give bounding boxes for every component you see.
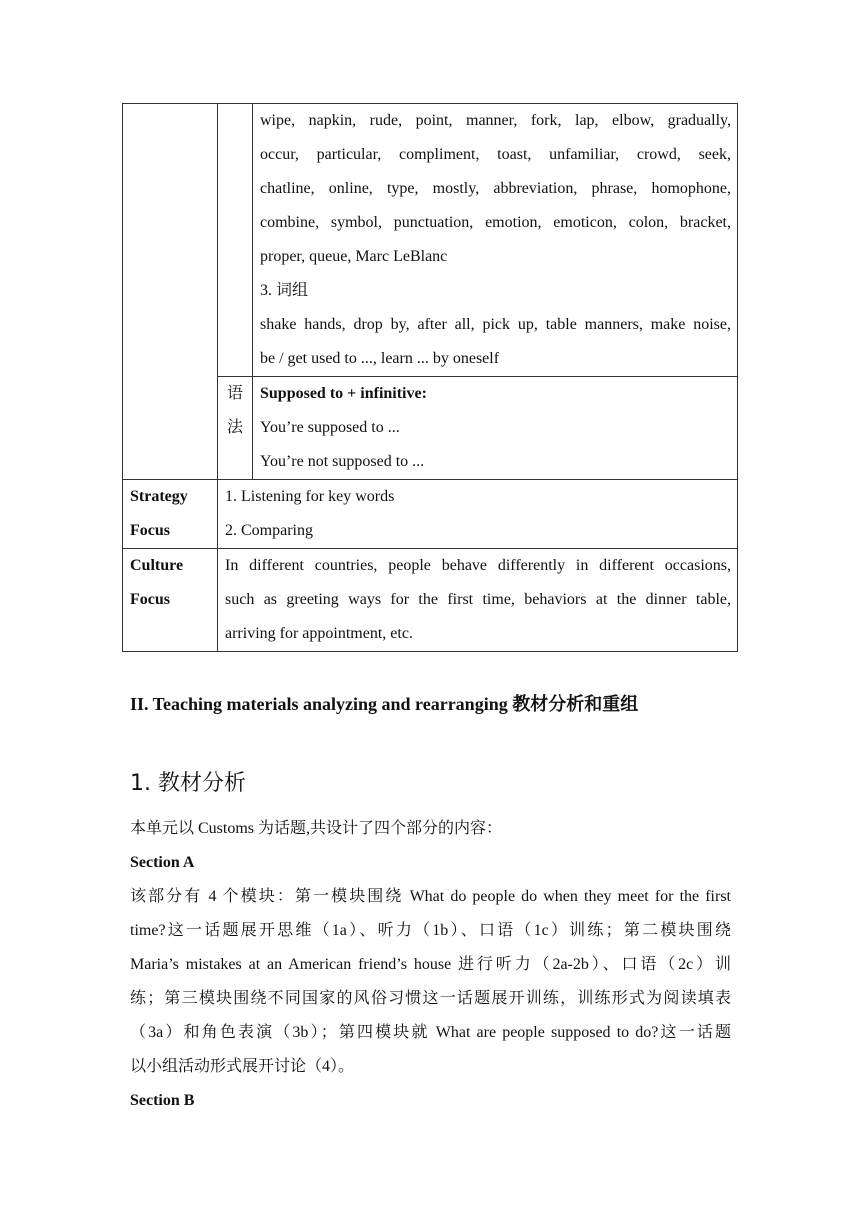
culture-label-cell: [123, 549, 218, 652]
intro-paragraph: [130, 812, 731, 1118]
phrases-line: be / get used to ..., learn ... by oneself: [260, 350, 500, 367]
vocabulary-row: [123, 104, 738, 377]
intro-text: 本单元以 Customs 为话题,共设计了四个部分的内容：: [130, 820, 503, 837]
phrases-line: shake hands, drop by, after all, pick up, table manners, make noise,: [260, 316, 731, 333]
section-a-line: 以小组活动形式展开讨论（4）。: [130, 1058, 355, 1075]
strategy-row: [123, 480, 738, 549]
empty-label-cell: [123, 104, 218, 480]
section-a-line: 该部分有 4 个模块：第一模块围绕 What do people do when they meet for the first: [130, 888, 731, 905]
grammar-line: You’re not supposed to ...: [260, 453, 425, 470]
grammar-title: Supposed to + infinitive:: [260, 385, 427, 402]
grammar-label-cell: [218, 377, 253, 480]
section-b-title: Section B: [130, 1092, 195, 1109]
sub-heading: 1. 教材分析: [130, 771, 246, 796]
culture-cell: [218, 549, 738, 652]
grammar-cell: [253, 377, 738, 480]
strategy-label-cell: [123, 480, 218, 549]
strategy-cell: [218, 480, 738, 549]
vocab-line: combine, symbol, punctuation, emotion, emoticon, colon, bracket,: [260, 214, 731, 231]
strategy-item: 2. Comparing: [225, 522, 313, 539]
phrases-heading: 3. 词组: [260, 282, 309, 299]
strategy-label: Strategy: [130, 488, 188, 505]
culture-line: such as greeting ways for the first time, behaviors at the dinner table,: [225, 591, 731, 608]
empty-sub-label-cell: [218, 104, 253, 377]
vocab-line: chatline, online, type, mostly, abbreviation, phrase, homophone,: [260, 180, 731, 197]
section-a-line: （3a）和角色表演（3b）；第四模块就 What are people supposed to do?这一话题: [130, 1024, 731, 1041]
vocab-line: wipe, napkin, rude, point, manner, fork, lap, elbow, gradually,: [260, 112, 731, 129]
section-a-title: Section A: [130, 854, 195, 871]
strategy-label: Focus: [130, 522, 170, 539]
grammar-line: You’re supposed to ...: [260, 419, 400, 436]
culture-line: arriving for appointment, etc.: [225, 625, 413, 642]
vocab-line: proper, queue, Marc LeBlanc: [260, 248, 448, 265]
vocabulary-cell: [253, 104, 738, 377]
section-a-line: 练；第三模块围绕不同国家的风俗习惯这一话题展开训练，训练形式为阅读填表: [130, 990, 731, 1007]
section-a-line: time?这一话题展开思维（1a）、听力（1b）、口语（1c）训练；第二模块围绕: [130, 922, 731, 939]
strategy-item: 1. Listening for key words: [225, 488, 395, 505]
culture-label: Focus: [130, 591, 170, 608]
culture-line: In different countries, people behave differently in different occasions,: [225, 557, 731, 574]
culture-row: [123, 549, 738, 652]
grammar-label: 语: [226, 385, 243, 402]
grammar-label: 法: [226, 419, 243, 436]
vocab-line: occur, particular, compliment, toast, unfamiliar, crowd, seek,: [260, 146, 731, 163]
curriculum-table: [122, 103, 738, 652]
culture-label: Culture: [130, 557, 184, 574]
section-a-line: Maria’s mistakes at an American friend’s house 进行听力（2a-2b）、口语（2c）训: [130, 956, 731, 973]
section-heading: II. Teaching materials analyzing and rearranging 教材分析和重组: [130, 694, 639, 714]
